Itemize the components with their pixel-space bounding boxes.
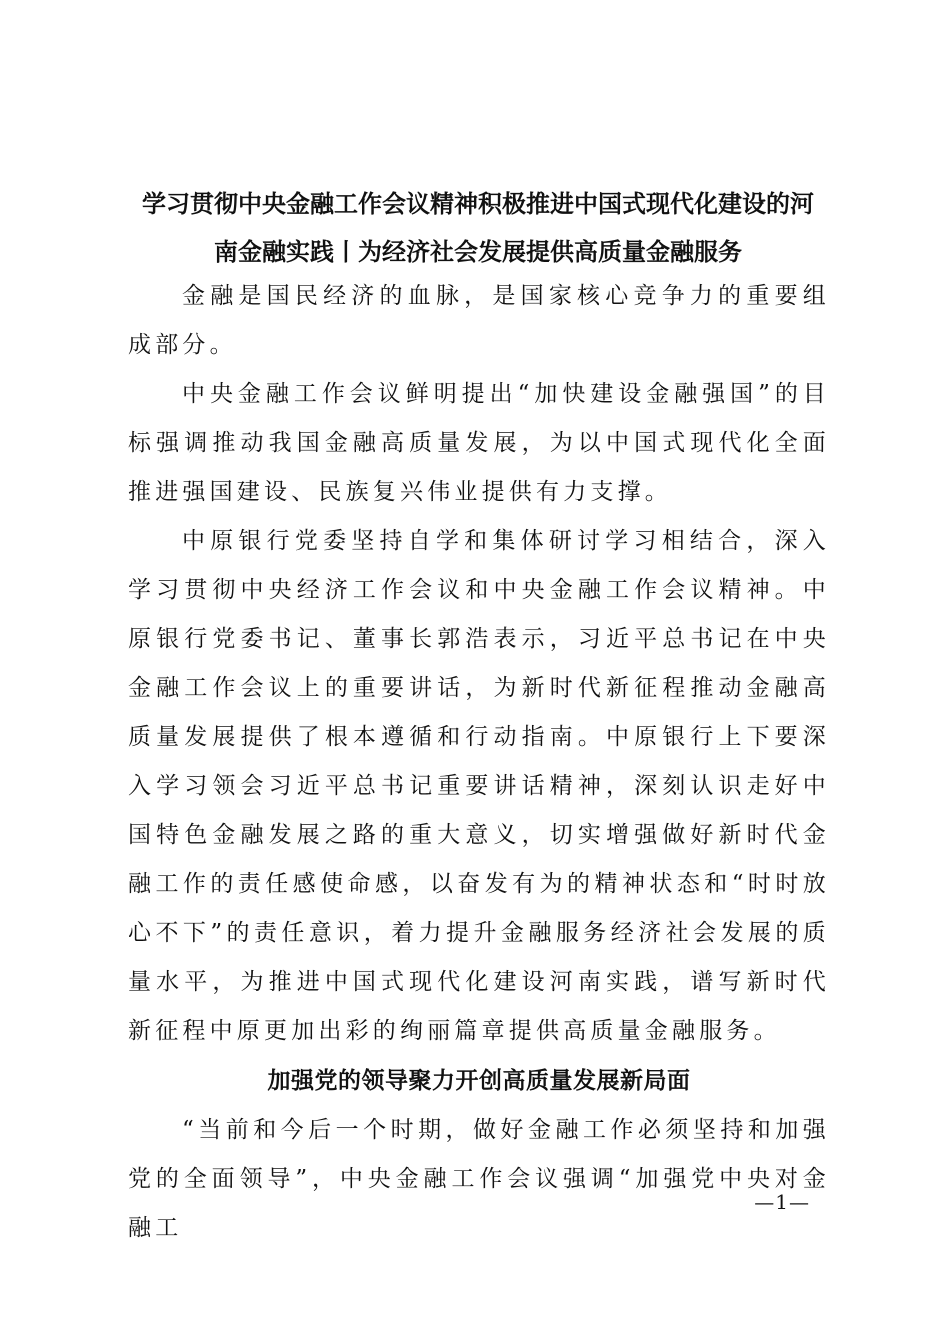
document-title: [118, 180, 838, 276]
paragraph-1: 金融是国民经济的血脉，是国家核心竞争力的重要组成部分。: [128, 283, 830, 358]
section-heading: 加强党的领导聚力开创高质量发展新局面: [267, 1068, 691, 1094]
section-paragraph: “当前和今后一个时期，做好金融工作必须坚持和加强党的全面领导”，中央金融工作会议强调“加强党中央对金融工: [128, 1117, 830, 1241]
paragraph-2: 中央金融工作会议鲜明提出“加快建设金融强国”的目标强调推动我国金融高质量发展，为以中国式现代化全面推进强国建设、民族复兴伟业提供有力支撑。: [128, 381, 830, 505]
document-body: [128, 272, 830, 1253]
document-title-line-1: 学习贯彻中央金融工作会议精神积极推进中国式现代化建设的河: [142, 190, 814, 218]
page-number: —1—: [754, 1190, 810, 1214]
document-title-line-2: 南金融实践丨为经济社会发展提供高质量金融服务: [214, 238, 742, 266]
paragraph-3: 中原银行党委坚持自学和集体研讨学习相结合，深入学习贯彻中央经济工作会议和中央金融工作会议精神。中原银行党委书记、董事长郭浩表示，习近平总书记在中央金融工作会议上的重要讲话，为新时代新征程推动金融高质量发展提供了根本遵循和行动指南。中原银行上下要深入学习领会习近平总书记重要讲话精神，深刻认识走好中国特色金融发展之路的重大意义，切实增强做好新时代金融工作的责任感使命感，以奋发有为的精神状态和“时时放心不下”的责任意识，着力提升金融服务经济社会发展的质量水平，为推进中国式现代化建设河南实践，谱写新时代新征程中原更加出彩的绚丽篇章提供高质量金融服务。: [128, 528, 830, 1044]
